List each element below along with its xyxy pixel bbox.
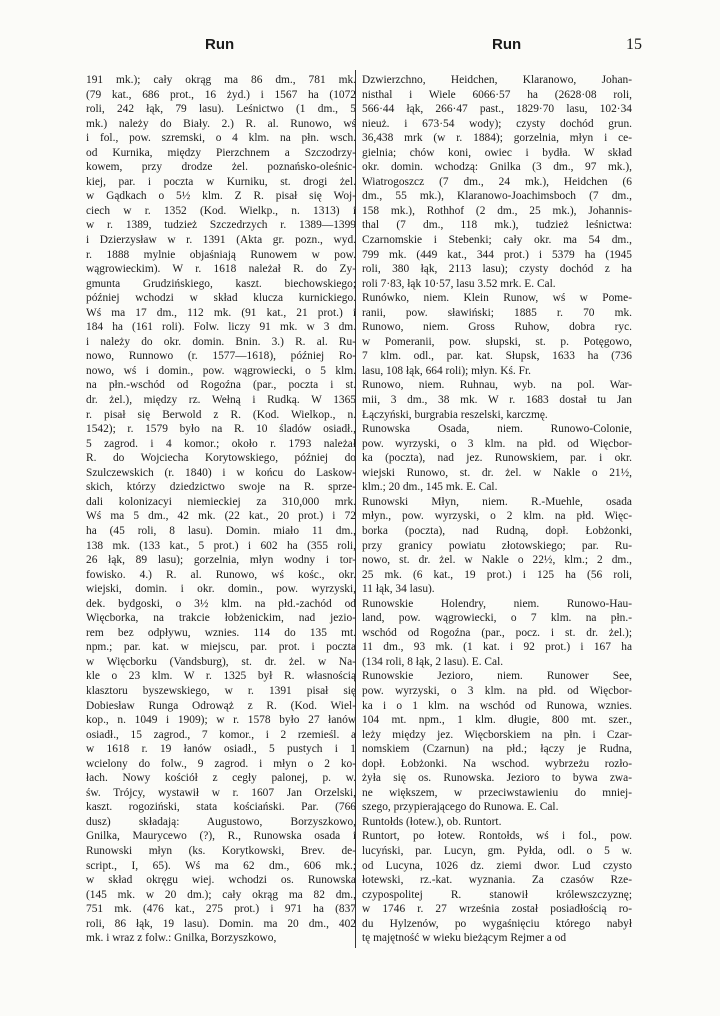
text-line: nieuż. i 673·54 wody); czysty dochód grun. [362,117,632,130]
text-line: nowo, st. dr. żel. w Nakle o 22½, klm.; 2 dm., [362,554,632,567]
text-line: w Gądkach o 5½ klm. Z R. pisał się Woj- [86,190,356,203]
text-line: mk.) należy do Biały. 2.) R. al. Runowo, wś [86,117,356,130]
text-line: Łączyński, burgrabia reszelski, karczmę. [362,408,548,421]
text-line: tę majętność w wieku bieżącym Rejmer a od [362,932,567,945]
text-line: klasztoru byszewskiego, w r. 1391 pisał się [86,684,356,697]
text-line: i fol., pow. szremski, o 4 klm. na płn. wsch. [86,132,356,145]
text-line: na płn.-wschód od Rogoźna (par., poczta i st. [86,379,356,392]
text-line: łach. Nowy kościół z cegły palonej, p. w. [86,772,356,785]
text-line: gielnia; chów koni, owiec i bydła. W skład [362,146,632,159]
text-line: w Pomeranii, pow. słupski, st. p. Potęgowo, [362,335,632,348]
text-line: dr. żel.), między rz. Wełną i Rudką. W 1365 [86,394,356,407]
text-line: 25 mk. (6 kat., 19 prot.) i 125 ha (56 roli, [362,568,632,581]
text-line: Gnilka, Maurycewo (?), R., Runowska osada i [86,830,356,843]
text-line: dali kolonizacyi niemieckiej za 310,000 mrk. [86,495,356,508]
text-line: skich, którzy dziedzictwo swoje na R. sprze- [86,481,356,494]
text-line: osiadł., 15 zagrod., 7 komor., i 2 rzemieśl. a [86,728,356,741]
text-line: ka i o 1 klm. na wschód od Runowa, wznies. [362,699,632,712]
text-line: młyn., pow. wyrzyski, o 2 klm. na płd. Więc- [362,510,632,523]
text-line: ciech w r. 1352 (Kod. Wielkp., n. 1313) i [86,204,356,217]
text-line: Runowskie Jezioro, niem. Runower See, [362,670,632,683]
text-line: wschód od Rogoźna (par., pocz. i st. dr. żel.); [362,626,632,639]
text-line: Dobiesław Runga Odrowąż z R. (Kod. Wiel- [86,699,356,712]
text-line: Wś ma 17 dm., 112 mk. (91 kat., 21 prot.) i [86,306,356,319]
text-line: wągrowieckim). W r. 1618 należał R. do Zy- [86,263,356,276]
text-line: czypospolitej R. stanowił królewszczyznę; [362,888,632,901]
header-left-title: Run [205,36,235,53]
text-line: script., I, 65). Wś ma 62 dm., 606 mk.; [86,859,356,872]
text-line: ka (poczta), nad jez. Runowskiem, par. i okr. [362,452,632,465]
text-line: nomskiem (Czarnun) na płd.; łączy je Rudna, [362,743,632,756]
text-line: przy granicy powiatu złotowskiego; par. Ru- [362,539,632,552]
text-line: (145 mk. w 20 dm.); cały okrąg ma 82 dm., [86,888,356,901]
text-line: Runtort, po łotew. Rontołds, wś i fol., pow. [362,830,632,843]
text-line: Runowo, niem. Ruhnau, wyb. na pol. War- [362,379,632,392]
text-line: nowo, Runnowo (r. 1577—1618), później Ro- [86,350,356,363]
text-line: dek. bydgoski, o 3½ klm. na płd.-zachód od [86,597,356,610]
text-line: mii, 3 dm., 38 mk. W r. 1683 dostał tu Jan [362,394,632,407]
text-line: nowo, wś i domin., pow. wągrowiecki, o 5 klm. [86,364,356,377]
text-line: 7 klm. odl., par. kat. Słupsk, 1633 ha (736 [362,350,632,363]
text-line: Wś ma 5 dm., 42 mk. (22 kat., 20 prot.) i 72 [86,510,356,523]
text-line: 36,438 mrk (w r. 1884); gorzelnia, młyn i ce- [362,132,632,145]
text-line: klm.; 20 dm., 145 mk. E. Cal. [362,481,498,494]
text-line: od Lucyna, 1026 dz. ziemi dwor. Lud czysto [362,859,632,872]
text-line: żyła się os. Runowska. Jezioro to bywa zwa- [362,772,632,785]
text-line: 184 ha (161 roli). Folw. liczy 91 mk. w 3 dm. [86,321,356,334]
text-line: Runtołds (łotew.), ob. Runtort. [362,815,502,828]
text-line: pow. wyrzyski, o 3 klm. na płd. od Więcbor- [362,437,632,450]
text-line: Runowo, niem. Gross Ruhow, dobra ryc. [362,321,632,334]
text-line: kowem, przy drodze żel. poznańsko-oleśnic- [86,161,356,174]
text-line: dm., 55 mk.), Klaranowo-Joachimsboch (7 dm., [362,190,632,203]
text-line: 566·44 łąk, 266·47 past., 1829·70 lasu, 102·34 [362,103,632,116]
text-line: kop., n. 1049 i 1909); w r. 1578 było 27 łanów [86,714,356,727]
text-line: w 1618 r. 19 łanów osiadł., 5 pustych i 1 [86,743,356,756]
text-line: 138 mk. (133 kat., 5 prot.) i 602 ha (355 roli, [86,539,356,552]
text-line: w skład okręgu wiej. wchodzi os. Runowska [86,874,356,887]
text-line: ne większem, w przeciwstawieniu do mniej- [362,786,632,799]
text-line: Wiatrogoszcz (7 dm., 24 mk.), Heidchen (6 [362,175,632,188]
text-line: Runowski Młyn, niem. R.-Muehle, osada [362,495,632,508]
text-line: roli, 380 łąk, 2113 lasu); czysty dochód z ha [362,263,632,276]
text-line: wcielony do folw., 9 zagrod. i młyn o 2 ko- [86,757,356,770]
text-line: 104 mt. npm., 1 klm. długie, 800 mt. szer., [362,714,632,727]
text-line: nisthal i Wiele 6066·57 ha (2628·08 roli, [362,88,632,101]
text-line: od Kurnika, między Pierzchnem a Szczodrzy- [86,146,356,159]
text-line: Czarnomskie i Stebenki; cały okr. ma 54 dm., [362,234,632,247]
text-line: 158 mk.), Rothhof (2 dm., 25 mk.), Johannis- [362,204,632,217]
text-line: 191 mk.); cały okrąg ma 86 dm., 781 mk. [86,74,356,86]
text-line: leży między jez. Więcborskiem na płn. i Czar- [362,728,632,741]
text-line: kiej, par. i poczta w Kurniku, st. drogi żel. [86,175,356,188]
text-line: Runówko, niem. Klein Runow, wś w Pome- [362,292,632,305]
text-line: okr. domin. wchodzą: Gnilka (3 dm., 97 mk.), [362,161,632,174]
text-line: 5 zagrod. i 4 komor.; około r. 1793 należał [86,437,356,450]
text-line: roli, 86 łąk, 19 lasu). Domin. ma 20 dm., 402 [86,917,356,930]
text-line: 751 mk. (476 kat., 275 prot.) i 971 ha (837 [86,903,356,916]
text-line: borka (poczta), nad Rudną, dopł. Łobżonki, [362,524,632,537]
text-line: 11 łąk, 34 lasu). [362,583,435,596]
text-line: lucyński, par. Lucyn, gm. Pyłda, odl. o 5 w. [362,844,632,857]
text-line: dopł. Łobżonki. Na wschod. wybrzeżu rozło- [362,757,632,770]
text-line: roli 7·83, łąk 10·57, lasu 3.52 mrk. E. Cal. [362,277,556,290]
text-line: (134 roli, 8 łąk, 2 lasu). E. Cal. [362,655,504,668]
text-line: wiejski Runowo, st. dr. żel. w Nakle o 21½, [362,466,632,479]
text-line: później wchodzi w skład klucza kurnickiego. [86,292,356,305]
text-line: w r. 1389, tudzież Szczedrzych r. 1389—1399 [86,219,356,232]
text-line: i Dzierzysław w r. 1391 (Akta gr. pozn., wyd. [86,234,356,247]
text-line: kaszt. rogoziński, stata kościański. Par. (766 [86,801,356,814]
text-line: mk. i wraz z folw.: Gnilka, Borzyszkowo, [86,932,277,945]
text-line: wiejski, domin. i okr. domin., pow. wyrzyski, [86,583,356,596]
text-line: w 1746 r. 27 września został posiadłością ro- [362,903,632,916]
running-header [0,36,720,60]
right-column [362,73,632,946]
text-line: kle o 23 klm. W r. 1325 był R. własnością [86,670,356,683]
text-line: dusz) składają: Augustowo, Borzyszkowo, [86,815,356,828]
text-line: św. Trójcy, wystawił w r. 1607 Jan Orzelski, [86,786,356,799]
text-line: land, pow. wągrowiecki, o 7 klm. na płn.- [362,612,632,625]
text-line: Więcborka, na trakcie łobżenickim, nad jezio- [86,612,356,625]
text-line: rem bez odpływu, wznies. 114 do 135 mt. [86,626,356,639]
text-line: 26 łąk, 89 lasu); gorzelnia, młyn wodny i tor- [86,554,356,567]
text-line: R. do Wojciecha Korytowskiego, później do [86,452,356,465]
text-line: 799 mk. (449 kat., 344 prot.) i 5379 ha (1945 [362,248,632,261]
text-line: w Więcborku (Vandsburg), st. dr. żel. w Na- [86,655,356,668]
text-line: szego, przypierającego do Runowa. E. Cal. [362,801,559,814]
text-line: Runowski młyn (ks. Korytkowski, Brev. de- [86,844,356,857]
text-line: pow. wyrzyski, o 3 klm. na płd. od Więcbor- [362,684,632,697]
text-line: łotewski, rz.-kat. wyznania. Za czasów Rze- [362,874,632,887]
text-line: thal (7 dm., 118 mk.), tudzież leśnictwa: [362,219,632,232]
text-line: lasu, 108 łąk, 664 roli); młyn. Kś. Fr. [362,364,531,377]
text-line: Runowskie Holendry, niem. Runowo-Hau- [362,597,632,610]
text-line: ha (45 roli, 8 lasu). Domin. miało 11 dm., [86,524,356,537]
text-line: du Hylzenów, po wygaśnięciu którego nabył [362,917,632,930]
header-right-title: Run [492,36,522,53]
text-line: roli, 242 łąk, 79 lasu). Leśnictwo (1 dm., 5 [86,103,356,116]
text-line: Szulczewskich (r. 1840) i w końcu do Laskow- [86,466,356,479]
text-line: fowisko. 4.) R. al. Runowo, wś kośc., okr. [86,568,356,581]
text-line: ranii, pow. sławiński; 1885 r. 70 mk. [362,306,632,319]
left-column [86,73,356,946]
text-line: 1542); r. 1579 było na R. 10 śladów osiadł., [86,423,356,436]
page-number: 15 [626,36,642,53]
text-line: r. pisał się Berwold z R. (Kod. Wielkop., n. [86,408,356,421]
text-line: (79 kat., 686 prot., 16 żyd.) i 1567 ha (1072 [86,88,356,101]
text-line: 11 dm., 93 mk. (1 kat. i 92 prot.) i 167 ha [362,641,632,654]
text-line: r. 1888 mylnie objaśniają Runowem w pow. [86,248,356,261]
text-line: Runowska Osada, niem. Runowo-Colonie, [362,423,632,436]
text-line: i należy do okr. domin. Bnin. 3.) R. al. Ru- [86,335,356,348]
text-line: npm.; par. kat. w miejscu, par. prot. i poczta [86,641,356,654]
text-line: Dzwierzchno, Heidchen, Klaranowo, Johan- [362,74,632,86]
text-line: gmunta Grudzińskiego, kaszt. biechowskiego; [86,277,356,290]
